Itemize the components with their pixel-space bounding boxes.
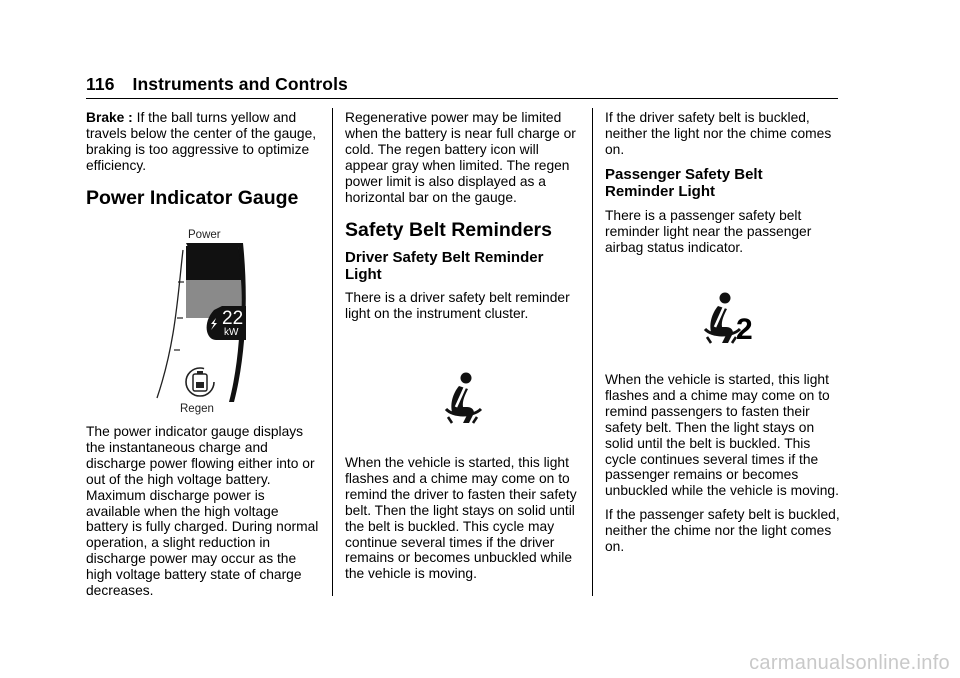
driver-belt-intro-paragraph: There is a driver safety belt reminder light on the instrument cluster. (345, 290, 570, 321)
gauge-inner-arc (157, 250, 183, 398)
power-indicator-heading: Power Indicator Gauge (86, 187, 299, 209)
gauge-value: 22 (222, 308, 244, 329)
power-gauge-description (86, 424, 322, 607)
section-title: Instruments and Controls (132, 74, 348, 94)
gauge-power-label: Power (188, 229, 221, 241)
power-gauge-paragraph: The power indicator gauge displays the instantaneous charge and discharge power flowing either into or out of the high voltage battery. Maximum discharge power is available when the high voltage battery is fully charged. During normal operation, a slight reduction in discharge power may occur as the high voltage battery state of charge decreases. (86, 424, 319, 599)
driver-seatbelt-icon (441, 371, 487, 427)
driver-belt-paragraph: When the vehicle is started, this light flashes and a chime may come on to remind the driver to fasten their safety belt. Then the light stays on solid until the belt is buckled. This cycle may continue several times if the driver remains or becomes unbuckled while the vehicle is moving. (345, 455, 577, 582)
brake-paragraph (86, 110, 320, 174)
driver-belt-subheading: Driver Safety Belt Reminder Light (345, 249, 544, 283)
safety-belt-heading: Safety Belt Reminders (345, 219, 552, 241)
column-divider-1 (332, 108, 333, 596)
column-divider-2 (592, 108, 593, 596)
passenger-icon-number: 2 (736, 313, 753, 346)
passenger-belt-intro (605, 208, 841, 264)
gauge-regen-label: Regen (180, 403, 214, 415)
regen-paragraph: Regenerative power may be limited when the battery is near full charge or cold. The regen battery icon will appear gray when limited. The regen power limit is also displayed as a horizontal bar on the gauge. (345, 110, 576, 205)
driver-belt-intro (345, 290, 581, 330)
passenger-belt-intro-paragraph: There is a passenger safety belt reminder light near the passenger airbag status indicator. (605, 208, 812, 255)
regen-battery-icon (186, 368, 214, 396)
watermark: carmanualsonline.info (749, 652, 950, 674)
page-header (86, 74, 348, 95)
page-number: 116 (86, 74, 115, 94)
passenger-belt-subheading: Passenger Safety Belt Reminder Light (605, 166, 763, 200)
driver-buckled-paragraph: If the driver safety belt is buckled, neither the light nor the chime comes on. (605, 110, 832, 157)
brake-text: If the ball turns yellow and travels below the center of the gauge, braking is too aggressive to optimize efficiency. (86, 110, 317, 173)
column-2-top (345, 110, 581, 213)
header-rule (86, 98, 838, 99)
power-gauge-figure (150, 222, 260, 418)
gauge-unit: kW (224, 327, 239, 338)
driver-belt-description (345, 455, 581, 590)
passenger-belt-description (605, 372, 841, 563)
brake-label: Brake : (86, 110, 133, 125)
passenger-buckled-paragraph: If the passenger safety belt is buckled, neither the chime nor the light comes on. (605, 507, 840, 555)
passenger-belt-paragraph: When the vehicle is started, this light flashes and a chime may come on to remind passengers to fasten their safety belt. Then the light stays on solid until the belt is buckled. This cycle continues several times if the passenger remains or becomes unbuckled while the vehicle is moving. (605, 372, 839, 499)
column-1 (86, 110, 320, 174)
gauge-black-region (186, 246, 241, 280)
column-3-top (605, 110, 841, 166)
